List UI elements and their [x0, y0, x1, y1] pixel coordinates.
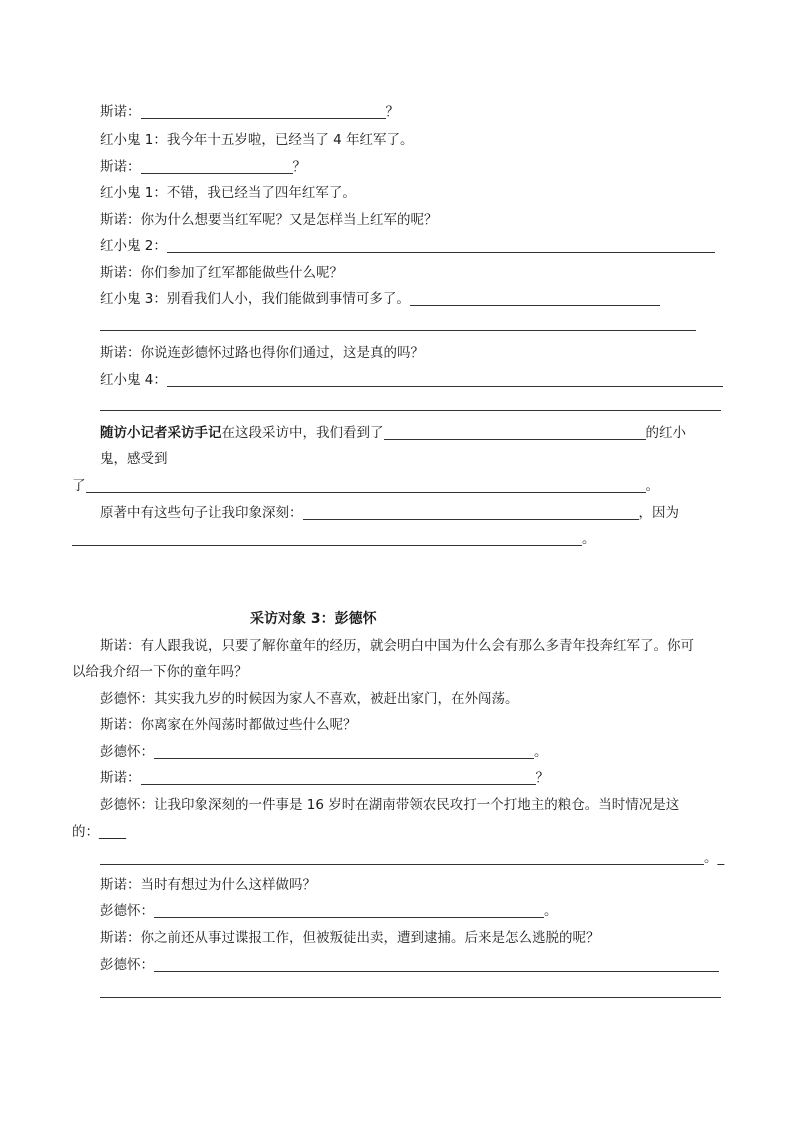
speaker-label: 红小鬼 1： [100, 132, 167, 148]
answer-blank[interactable] [410, 291, 660, 306]
speaker-label: 彭德怀： [100, 691, 154, 707]
speaker-label: 斯诺： [100, 877, 141, 893]
dialogue-text: 不错，我已经当了四年红军了。 [166, 185, 356, 201]
speaker-label: 红小鬼 3： [100, 291, 167, 307]
notes-label: 随访小记者采访手记 [100, 425, 222, 441]
speaker-label: 斯诺： [100, 159, 141, 175]
dialogue-line [100, 929, 600, 947]
dialogue-line [100, 264, 343, 282]
dialogue-line [100, 876, 316, 894]
dialogue-text: 你为什么想要当红军呢？又是怎样当上红军的呢？ [140, 212, 438, 228]
dialogue-line [100, 956, 719, 974]
answer-blank[interactable] [100, 850, 704, 865]
speaker-label: 彭德怀： [100, 903, 154, 919]
dialogue-text: 你之前还从事过谍报工作，但被叛徒出卖，遭到逮捕。后来是怎么逃脱的呢？ [140, 930, 600, 946]
dialogue-line [100, 371, 723, 389]
dialogue-line [100, 637, 694, 655]
answer-blank[interactable] [303, 505, 639, 520]
dialogue-text: 让我印象深刻的一件事是 16 岁时在湖南带领农民攻打一个打地主的粮仓。当时情况是这 [154, 797, 680, 813]
dialogue-text: 有人跟我说，只要了解你童年的经历，就会明白中国为什么会有那么多青年投奔红军了。你可 [140, 638, 694, 654]
dialogue-text: 你说连彭德怀过路也得你们通过，这是真的吗？ [140, 345, 424, 361]
dialogue-line [100, 131, 414, 149]
dialogue-line [100, 290, 660, 308]
reporter-notes-cont: 鬼，感受到 [100, 451, 168, 467]
speaker-label: 彭德怀： [100, 744, 154, 760]
answer-line[interactable] [100, 330, 696, 331]
speaker-label: 斯诺： [100, 345, 141, 361]
answer-blank[interactable] [154, 744, 534, 759]
answer-blank[interactable] [384, 425, 646, 440]
section-title: 采访对象 3：彭德怀 [250, 611, 377, 627]
speaker-label: 斯诺： [100, 717, 141, 733]
dialogue-text: 别看我们人小，我们能做到事情可多了。 [166, 291, 410, 307]
answer-blank[interactable] [72, 531, 582, 546]
speaker-label: 红小鬼 2： [100, 238, 167, 254]
answer-blank[interactable] [154, 957, 719, 972]
dialogue-line: 彭德怀： 。 [100, 744, 548, 760]
dialogue-text: 你们参加了红军都能做些什么呢？ [140, 265, 343, 281]
dialogue-line [100, 796, 679, 814]
answer-blank[interactable] [86, 478, 646, 493]
answer-line[interactable] [100, 997, 721, 998]
answer-blank[interactable] [141, 104, 386, 119]
dialogue-line [100, 344, 424, 362]
dialogue-text: 我今年十五岁啦，已经当了 4 年红军了。 [166, 132, 414, 148]
dialogue-line: 彭德怀： 。 [100, 903, 558, 919]
dialogue-text: 当时有想过为什么这样做吗？ [140, 877, 316, 893]
speaker-label: 红小鬼 4： [100, 372, 167, 388]
speaker-label: 彭德怀： [100, 797, 154, 813]
reporter-notes: 随访小记者采访手记在这段采访中，我们看到了 的红小 [100, 425, 686, 441]
speaker-label: 斯诺： [100, 265, 141, 281]
dialogue-line [72, 823, 126, 841]
answer-blank[interactable] [154, 903, 544, 918]
answer-blank[interactable] [167, 372, 723, 387]
dialogue-line [100, 184, 356, 202]
dialogue-text: 的：____ [72, 824, 126, 840]
speaker-label: 斯诺： [100, 212, 141, 228]
quote-line: 原著中有这些句子让我印象深刻： ，因为 [100, 505, 679, 521]
answer-blank[interactable] [167, 238, 715, 253]
speaker-label: 斯诺： [100, 638, 141, 654]
speaker-label: 斯诺： [100, 104, 141, 120]
dialogue-line [100, 237, 715, 255]
answer-line[interactable] [100, 410, 721, 411]
speaker-label: 红小鬼 1： [100, 185, 167, 201]
dialogue-line [100, 716, 357, 734]
answer-blank[interactable] [141, 770, 536, 785]
dialogue-line [72, 663, 248, 681]
answer-row: 。_ [100, 849, 724, 867]
dialogue-text: 以给我介绍一下你的童年吗？ [72, 664, 248, 680]
quote-line-cont: 。 [72, 530, 596, 548]
answer-blank[interactable] [141, 159, 293, 174]
speaker-label: 斯诺： [100, 770, 141, 786]
dialogue-line [100, 690, 519, 708]
dialogue-text: 其实我九岁的时候因为家人不喜欢，被赶出家门，在外闯荡。 [154, 691, 519, 707]
dialogue-text: 你离家在外闯荡时都做过些什么呢？ [140, 717, 357, 733]
dialogue-line [100, 211, 438, 229]
speaker-label: 彭德怀： [100, 957, 154, 973]
dialogue-line: 斯诺： ？ [100, 770, 549, 786]
reporter-notes-cont: 了 。 [72, 478, 659, 494]
dialogue-line: 斯诺： ？ [100, 159, 306, 175]
speaker-label: 斯诺： [100, 930, 141, 946]
dialogue-line: 斯诺： ？ [100, 104, 399, 120]
